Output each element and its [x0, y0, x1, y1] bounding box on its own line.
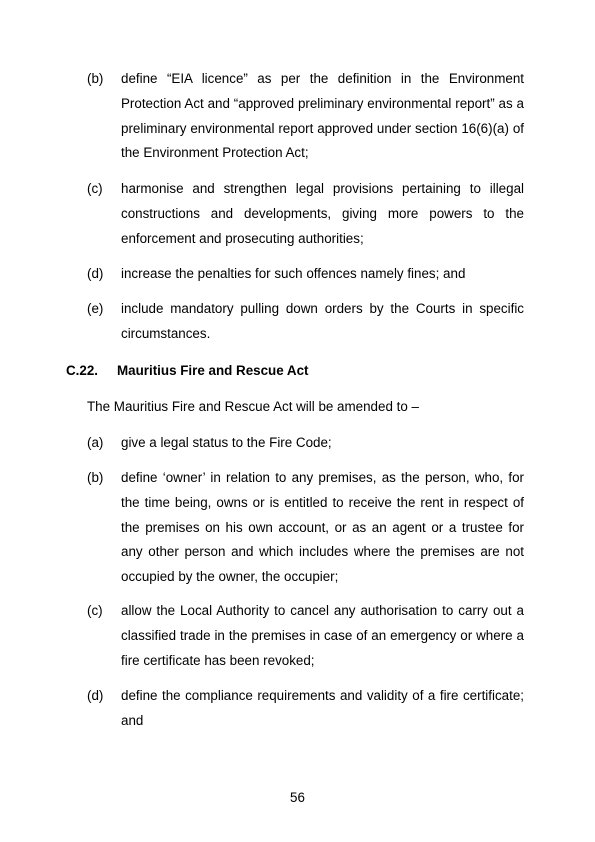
section-heading — [66, 361, 308, 381]
list-item-label: (c) — [87, 603, 103, 618]
list-item — [87, 466, 524, 590]
list-item — [87, 684, 524, 734]
section-title: Mauritius Fire and Rescue Act — [117, 363, 309, 378]
list-item-label: (d) — [87, 688, 104, 703]
list-item-label: (a) — [87, 435, 104, 450]
list-item-text: define “EIA licence” as per the definition in the Environment Protection Act and “approved preliminary environmental report” as a preliminary environmental report approved under section 16(6)(a) of the Environment Protection Act; — [121, 71, 524, 161]
list-item — [87, 431, 524, 456]
list-item-label: (c) — [87, 181, 103, 196]
list-item-text: include mandatory pulling down orders by the Courts in specific circumstances. — [121, 301, 524, 341]
section-number: C.22. — [66, 363, 99, 378]
list-item-text: allow the Local Authority to cancel any authorisation to carry out a classified trade in the premises in case of an emergency or where a fire certificate has been revoked; — [121, 603, 524, 668]
list-item-label: (b) — [87, 71, 104, 86]
list-item-text: define the compliance requirements and validity of a fire certificate; and — [121, 688, 524, 728]
list-item — [87, 297, 524, 347]
page-number: 56 — [290, 790, 305, 805]
list-item-label: (e) — [87, 301, 104, 316]
list-item-text: define ‘owner’ in relation to any premises, as the person, who, for the time being, owns or is entitled to receive the rent in respect of the premises on his own account, or as an agent or a trustee for any other person and which includes where the premises are not occupied by the owner, the occupier; — [121, 470, 524, 585]
list-item-label: (b) — [87, 470, 104, 485]
list-item-text: increase the penalties for such offences namely fines; and — [121, 266, 466, 281]
list-item — [87, 177, 524, 251]
list-item — [87, 67, 524, 166]
list-item — [87, 262, 524, 287]
section-intro: The Mauritius Fire and Rescue Act will be amended to – — [87, 399, 419, 414]
list-item-label: (d) — [87, 266, 104, 281]
list-item — [87, 599, 524, 673]
list-item-text: harmonise and strengthen legal provisions pertaining to illegal constructions and developments, giving more powers to the enforcement and prosecuting authorities; — [121, 181, 524, 246]
list-item-text: give a legal status to the Fire Code; — [121, 435, 332, 450]
